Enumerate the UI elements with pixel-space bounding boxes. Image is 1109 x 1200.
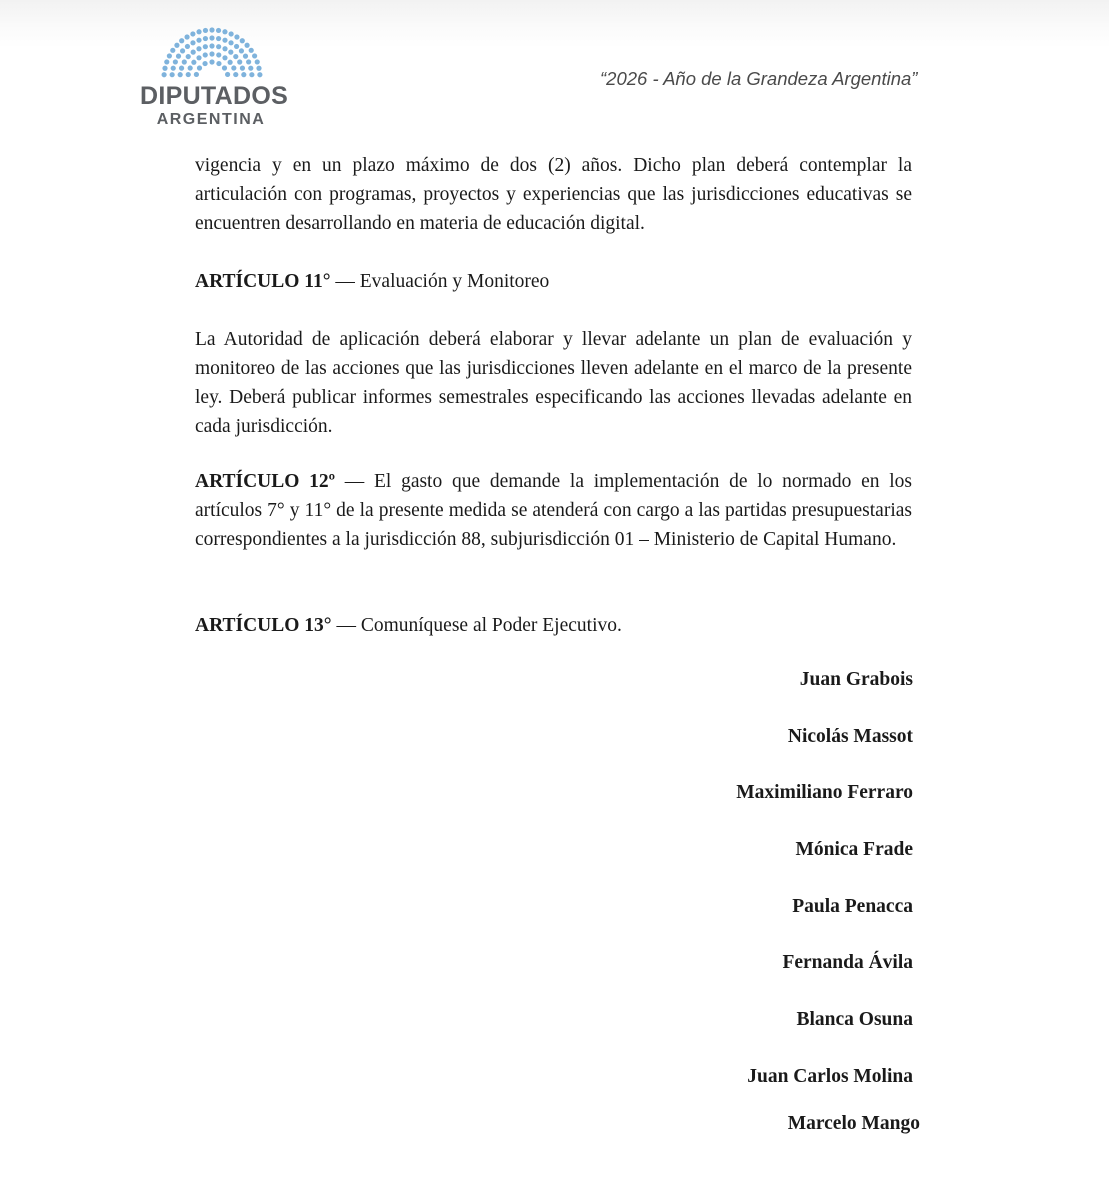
dome-dot <box>222 55 227 60</box>
dome-dot <box>171 66 176 71</box>
dome-dot <box>256 66 261 71</box>
dome-dot <box>184 34 189 39</box>
dome-dot <box>240 66 245 71</box>
dome-dot <box>191 50 196 55</box>
dome-dot <box>170 72 175 77</box>
dome-dot <box>216 52 221 57</box>
dome-dot <box>186 54 191 59</box>
article-13-paragraph <box>195 611 912 640</box>
dome-dot <box>196 55 201 60</box>
article-11-heading <box>195 267 912 296</box>
dome-dot <box>162 72 167 77</box>
dome-dot <box>191 60 196 65</box>
dome-dot <box>174 43 179 48</box>
dome-dot <box>196 38 201 43</box>
signatory-name: Paula Penacca <box>792 896 913 917</box>
dome-dot <box>202 61 207 66</box>
diputados-logo <box>140 22 289 132</box>
continuation-paragraph: vigencia y en un plazo máximo de dos (2) años. Dicho plan deberá contemplar la articulación con programas, proyectos y experiencias que las jurisdicciones educativas se encuentren desarrollando en materia de educación digital. <box>195 155 912 234</box>
dome-dot <box>216 28 221 33</box>
dome-dot <box>197 65 202 70</box>
dome-dot <box>240 38 245 43</box>
dome-dot <box>257 72 262 77</box>
signatory-name: Fernanda Ávila <box>782 952 913 973</box>
dome-dot <box>233 72 238 77</box>
dome-dot <box>203 44 208 49</box>
dome-dot <box>222 29 227 34</box>
dome-dot <box>209 27 214 32</box>
dome-dot <box>178 72 183 77</box>
article-11-label: ARTÍCULO 11° <box>195 271 331 292</box>
dome-dot <box>209 51 214 56</box>
dome-dot <box>252 53 257 58</box>
dome-dot <box>190 40 195 45</box>
dome-dot <box>234 34 239 39</box>
article-11-title: — Evaluación y Monitoreo <box>330 271 550 292</box>
dome-dot <box>248 66 253 71</box>
signatory-name: Maximiliano Ferraro <box>736 782 913 803</box>
dome-dot <box>216 44 221 49</box>
dome-dot <box>176 54 181 59</box>
article-12-text: — El gasto que demande la implementación de lo normado en los artículos 7° y 11° de la presente medida se atenderá con cargo a las partidas presupuestarias correspondientes a la jurisdicción 88, subjurisdicción 01 – Ministerio de Capital Humano. <box>195 471 912 550</box>
dome-dot <box>203 36 208 41</box>
year-motto: “2026 - Año de la Grandeza Argentina” <box>600 68 918 89</box>
logo-title: DIPUTADOS <box>140 82 289 110</box>
dome-dot <box>209 35 214 40</box>
logo-subtitle: ARGENTINA <box>156 111 266 128</box>
signatory-name: Juan Carlos Molina <box>747 1066 913 1087</box>
dome-dot <box>237 59 242 64</box>
dome-dot <box>190 31 195 36</box>
dome-dot <box>222 46 227 51</box>
dome-dot <box>170 48 175 53</box>
article-12-paragraph <box>195 467 912 554</box>
dome-dot <box>164 59 169 64</box>
article-12-label: ARTÍCULO 12º <box>195 471 336 492</box>
dome-dot <box>216 61 221 66</box>
dome-dot <box>228 50 233 55</box>
signatory-name: Nicolás Massot <box>787 726 913 747</box>
dome-dot <box>196 46 201 51</box>
dome-dot <box>225 72 230 77</box>
dome-dot <box>243 54 248 59</box>
signatory-name: Blanca Osuna <box>796 1009 913 1030</box>
dome-dot <box>180 48 185 53</box>
signatory-name: Marcelo Mango <box>787 1113 920 1134</box>
dome-dot <box>194 72 199 77</box>
dome-dot <box>185 44 190 49</box>
dome-dot <box>241 72 246 77</box>
dome-dot <box>196 29 201 34</box>
signatory-name: Juan Grabois <box>799 669 913 690</box>
signatory-name: Mónica Frade <box>795 839 913 860</box>
article-13-text: — Comuníquese al Poder Ejecutivo. <box>331 615 622 636</box>
dome-dot <box>233 54 238 59</box>
dome-dot <box>228 60 233 65</box>
dome-dot <box>249 48 254 53</box>
dome-dot <box>228 40 233 45</box>
dome-dot <box>203 28 208 33</box>
dome-dots-icon <box>158 22 266 80</box>
dome-dot <box>162 66 167 71</box>
dome-dot <box>231 65 236 70</box>
dome-dot <box>234 44 239 49</box>
dome-dot <box>182 59 187 64</box>
dome-dot <box>255 59 260 64</box>
dome-dot <box>244 43 249 48</box>
dome-dot <box>173 59 178 64</box>
dome-dot <box>209 43 214 48</box>
dome-dot <box>222 65 227 70</box>
dome-dot <box>179 38 184 43</box>
dome-dot <box>249 72 254 77</box>
dome-dot <box>222 38 227 43</box>
dome-dot <box>209 59 214 64</box>
dome-dot <box>229 31 234 36</box>
article-13-label: ARTÍCULO 13° <box>195 615 332 636</box>
dome-dot <box>246 59 251 64</box>
dome-dot <box>186 72 191 77</box>
dome-dot <box>216 36 221 41</box>
dome-dot <box>179 66 184 71</box>
dome-dot <box>203 52 208 57</box>
dome-dot <box>239 48 244 53</box>
dome-dot <box>167 53 172 58</box>
article-11-paragraph: La Autoridad de aplicación deberá elaborar y llevar adelante un plan de evaluación y monitoreo de las acciones que las jurisdicciones lleven adelante en el marco de la presente ley. Deberá publicar informes semestrales especificando las acciones llevadas adelante en cada jurisdicción. <box>195 329 912 437</box>
dome-dot <box>188 65 193 70</box>
